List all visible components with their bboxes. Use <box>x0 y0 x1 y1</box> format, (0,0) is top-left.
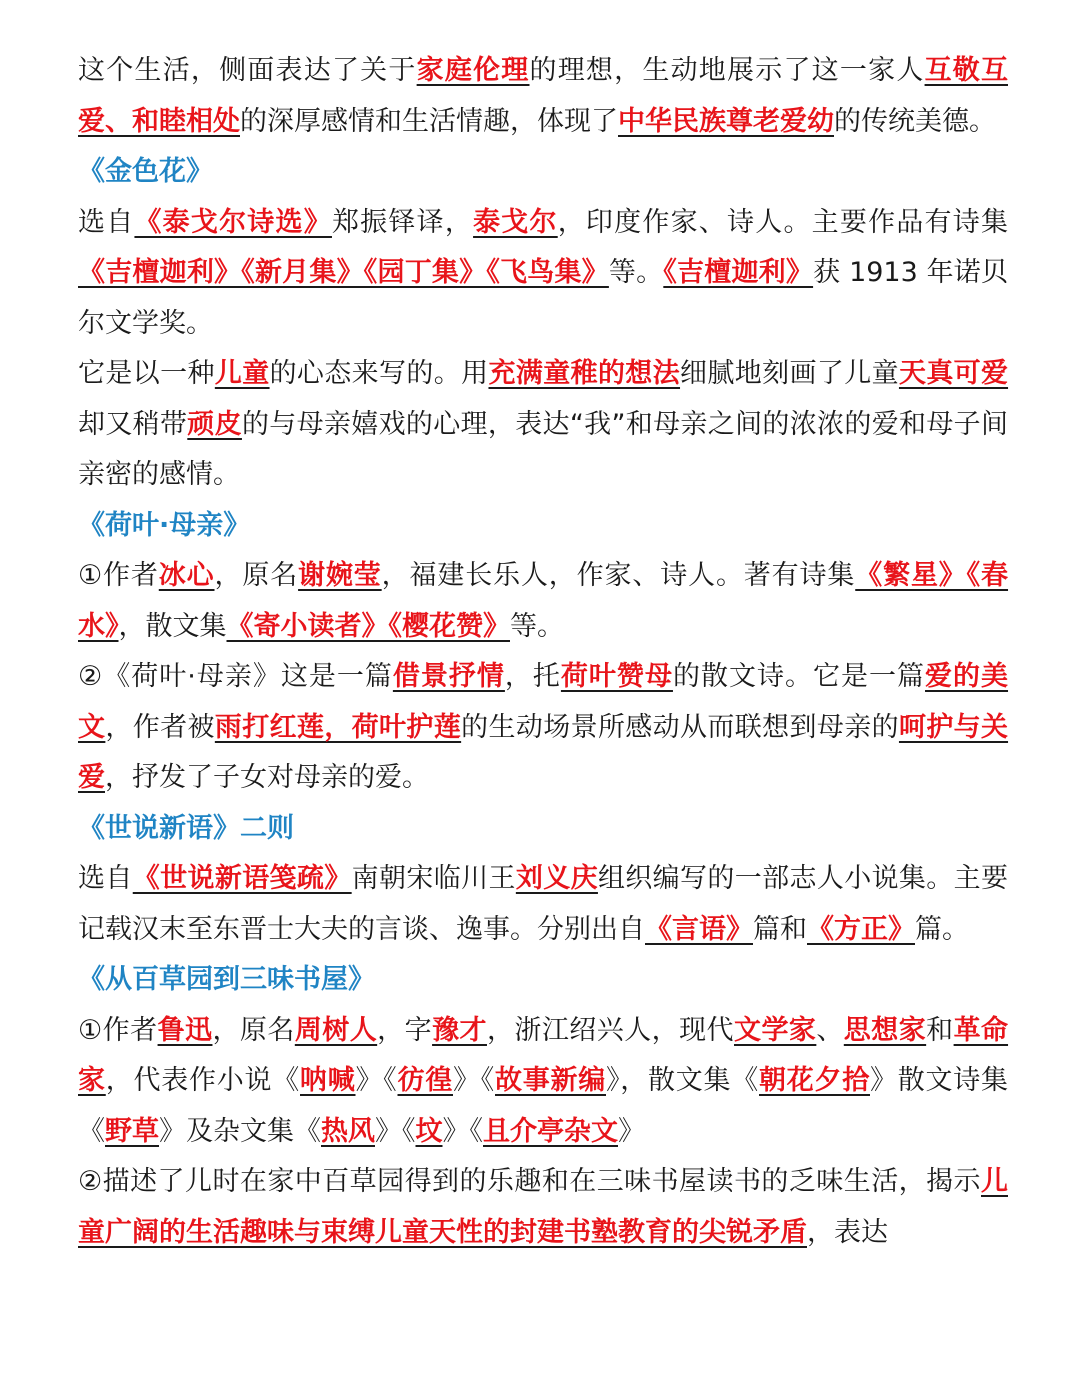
emphasis-text: 坟 <box>415 1115 443 1147</box>
body-text: 这个生活，侧面表达了关于 <box>78 55 417 86</box>
paragraph <box>78 1006 1008 1158</box>
body-text: 的传统美德。 <box>834 105 996 137</box>
body-text: ②描述了儿时在家中百草园得到的乐趣和在三味书屋读书的乏味生活，揭示 <box>78 1166 981 1197</box>
emphasis-text: 《泰戈尔诗选》 <box>134 206 332 238</box>
emphasis-text: 《寄小读者》《樱花赞》 <box>226 610 510 642</box>
body-text: ，字 <box>377 1014 433 1046</box>
body-text: 、 <box>816 1014 844 1046</box>
emphasis-text: 爱的美文 <box>78 661 1009 743</box>
body-text: 选自 <box>78 863 133 894</box>
paragraph <box>78 46 1008 147</box>
emphasis-text: 故事新编 <box>495 1065 606 1096</box>
paragraph <box>78 551 1008 652</box>
body-text: ，作者被 <box>105 711 215 743</box>
emphasis-text: 《吉檀迦利》《新月集》《园丁集》《飞鸟集》 <box>78 257 609 288</box>
emphasis-text: 文学家 <box>734 1014 817 1046</box>
emphasis-text: 《吉檀迦利》 <box>663 257 814 288</box>
emphasis-text: 《繁星》《春水》 <box>78 560 1009 642</box>
emphasis-text: 《言语》 <box>645 913 753 945</box>
body-text: ①作者 <box>78 1014 158 1046</box>
emphasis-text: 周树人 <box>294 1014 378 1046</box>
emphasis-text: 荷叶赞母 <box>560 661 673 692</box>
emphasis-text: 泰戈尔 <box>473 206 558 238</box>
body-text: ，印度作家、诗人。主要作品有诗集 <box>557 206 1008 238</box>
body-text: 等。 <box>510 610 564 642</box>
emphasis-text: 冰心 <box>158 560 215 591</box>
emphasis-text: 家庭伦理 <box>416 55 530 86</box>
section-heading: 《荷叶·母亲》 <box>78 509 251 541</box>
emphasis-text: 顽皮 <box>187 408 242 440</box>
emphasis-text: 呐喊 <box>300 1065 356 1096</box>
paragraph <box>78 1157 1008 1258</box>
emphasis-text: 谢婉莹 <box>298 560 382 591</box>
section-heading: 《金色花》 <box>78 156 213 187</box>
body-text: 》《 <box>355 1065 398 1096</box>
body-text: 篇和 <box>753 913 807 945</box>
paragraph <box>78 349 1008 501</box>
body-text: ，表达 <box>807 1216 888 1248</box>
section-heading: 《世说新语》二则 <box>78 812 294 844</box>
body-text: 的理想，生动地展示了这一家人 <box>529 55 925 86</box>
body-text: 却又稍带 <box>78 408 188 440</box>
paragraph <box>78 652 1008 804</box>
emphasis-text: 《世说新语笺疏》 <box>132 863 352 894</box>
body-text: 的心态来写的。用 <box>269 358 489 389</box>
emphasis-text: 彷徨 <box>397 1065 453 1096</box>
emphasis-text: 野草 <box>105 1115 159 1147</box>
emphasis-text: 《方正》 <box>807 913 915 945</box>
emphasis-text: 互敬互爱、和睦相处 <box>78 55 1008 137</box>
emphasis-text: 刘义庆 <box>515 863 598 894</box>
emphasis-text: 儿童广阔的生活趣味与束缚儿童天性的封建书塾教育的尖锐矛盾 <box>78 1166 1008 1248</box>
body-text: ，福建长乐人，作家、诗人。著有诗集 <box>381 560 856 591</box>
paragraph <box>78 854 1008 955</box>
body-text: 》《 <box>375 1115 416 1147</box>
body-text: 》散文诗集《 <box>78 1065 1008 1147</box>
section-heading: 《从百草园到三味书屋》 <box>78 964 375 995</box>
emphasis-text: 天真可爱 <box>898 358 1009 389</box>
document-body <box>78 46 1008 1258</box>
body-text: ，代表作小说《 <box>105 1065 300 1096</box>
emphasis-text: 朝花夕拾 <box>759 1065 870 1096</box>
body-text: 郑振铎译， <box>331 206 474 238</box>
emphasis-text: 思想家 <box>843 1014 927 1046</box>
emphasis-text: 儿童 <box>214 358 270 389</box>
body-text: ，浙江绍兴人，现代 <box>486 1014 734 1046</box>
emphasis-text: 豫才 <box>432 1014 487 1046</box>
body-text: 组织编写的一部志人小说集。主要记载汉末至东晋士大夫的言谈、逸事。分别出自 <box>78 863 1009 945</box>
body-text: 它是以一种 <box>78 358 215 389</box>
body-text: ，原名 <box>212 1014 295 1046</box>
emphasis-text: 呵护与关爱 <box>78 711 1009 793</box>
body-text: ，原名 <box>214 560 299 591</box>
body-text: ，散文集 <box>118 610 227 642</box>
body-text: 篇。 <box>915 913 969 945</box>
body-text: 南朝宋临川王 <box>351 863 516 894</box>
paragraph <box>78 198 1008 350</box>
body-text: ②《荷叶·母亲》这是一篇 <box>78 661 393 692</box>
body-text: 获 1913 年诺贝尔文学奖。 <box>78 257 1009 339</box>
emphasis-text: 中华民族尊老爱幼 <box>618 105 834 137</box>
body-text: ，托 <box>504 661 561 692</box>
emphasis-text: 借景抒情 <box>392 661 505 692</box>
body-text: 选自 <box>78 206 135 238</box>
body-text: 的与母亲嬉戏的心理，表达“我”和母亲之间的浓浓的爱和母子间亲密的感情。 <box>78 408 1008 490</box>
body-text: 的散文诗。它是一篇 <box>672 661 926 692</box>
body-text: 》 <box>618 1115 645 1147</box>
emphasis-text: 充满童稚的想法 <box>488 358 681 389</box>
body-text: 》《 <box>442 1115 483 1147</box>
body-text: 细腻地刻画了儿童 <box>680 358 899 389</box>
body-text: 》，散文集《 <box>606 1065 759 1096</box>
body-text: ，抒发了子女对母亲的爱。 <box>105 762 429 793</box>
body-text: ①作者 <box>78 560 159 591</box>
emphasis-text: 雨打红莲，荷叶护莲 <box>214 711 462 743</box>
body-text: 》及杂文集《 <box>159 1115 321 1147</box>
emphasis-text: 革命家 <box>78 1014 1009 1096</box>
body-text: 的深厚感情和生活情趣，体现了 <box>240 105 618 137</box>
body-text: 》《 <box>453 1065 495 1096</box>
emphasis-text: 热风 <box>321 1115 375 1147</box>
body-text: 的生动场景所感动从而联想到母亲的 <box>461 711 899 743</box>
emphasis-text: 鲁迅 <box>157 1014 213 1046</box>
body-text: 等。 <box>608 257 664 288</box>
body-text: 和 <box>926 1014 954 1046</box>
emphasis-text: 且介亭杂文 <box>483 1115 618 1147</box>
